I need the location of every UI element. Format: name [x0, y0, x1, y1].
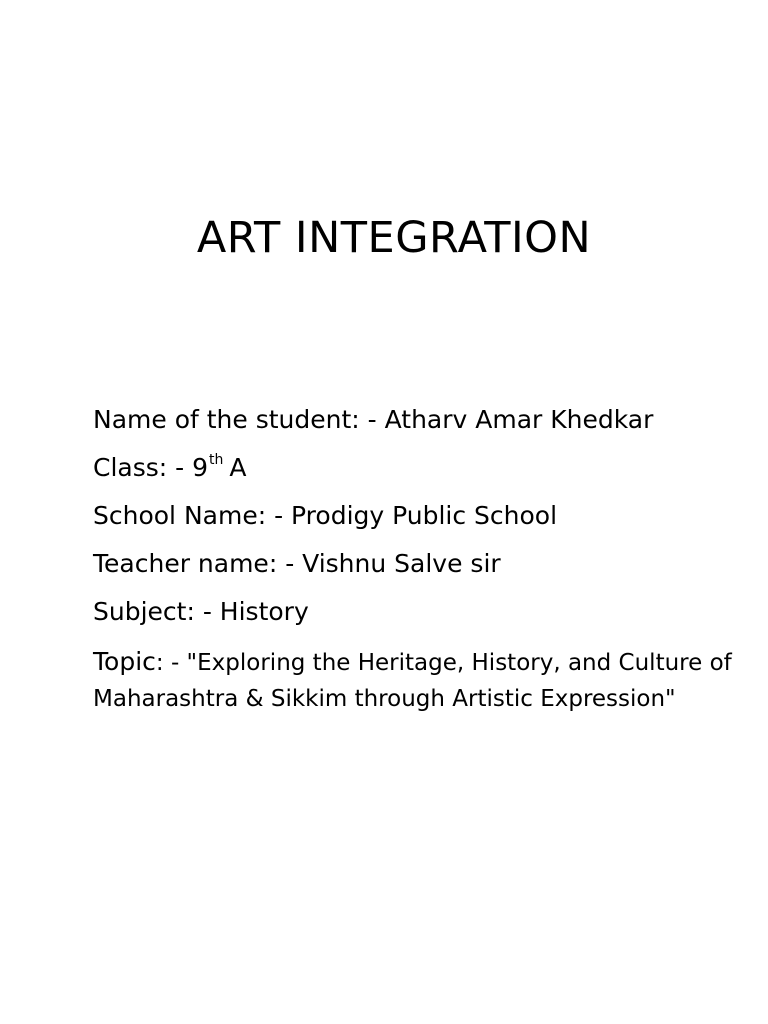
student-info-block — [93, 405, 733, 717]
class-line — [93, 453, 733, 483]
topic-text: : - "Exploring the Heritage, History, and Culture of Maharashtra & Sikkim through Artistic Expression" — [93, 650, 732, 712]
class-suffix: A — [229, 453, 247, 482]
subject-line: Subject: - History — [93, 597, 309, 626]
class-prefix: Class: - 9 — [93, 453, 209, 482]
topic-label: Topic — [93, 647, 156, 676]
teacher-name-line: Teacher name: - Vishnu Salve sir — [93, 549, 501, 578]
class-superscript: th — [209, 452, 224, 468]
student-name-line: Name of the student: - Atharv Amar Khedkar — [93, 405, 654, 434]
document-title: ART INTEGRATION — [196, 213, 592, 263]
topic-line — [93, 645, 733, 717]
school-name-line: School Name: - Prodigy Public School — [93, 501, 558, 530]
